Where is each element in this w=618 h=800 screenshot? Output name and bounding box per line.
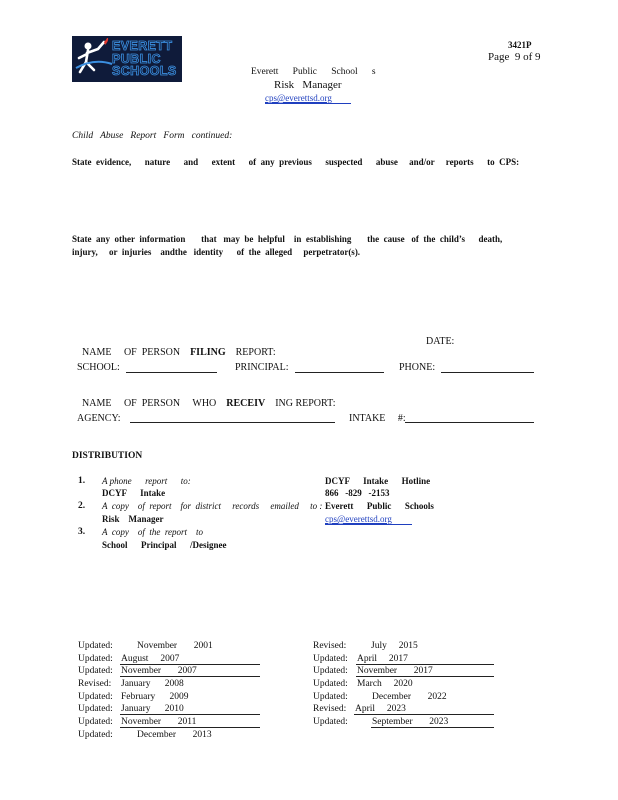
history-right-date-4: December 2022 — [372, 692, 447, 702]
header-email[interactable] — [265, 93, 332, 103]
history-left-date-3: January 2008 — [121, 679, 184, 689]
logo-line-3: SCHOOLS — [112, 64, 177, 78]
dist-item-2-line-2: Risk Manager — [102, 514, 164, 524]
dist-item-3-line-2: School Principal /Designee — [102, 540, 227, 550]
history-left-label-2: Updated: — [78, 666, 113, 676]
form-continued-heading: Child Abuse Report Form continued: — [72, 131, 233, 141]
history-left-label-5: Updated: — [78, 704, 113, 714]
history-right-label-0: Revised: — [313, 641, 347, 651]
report-word: REPORT: — [235, 347, 276, 358]
history-right-label-1: Updated: — [313, 654, 348, 664]
history-right-label-6: Updated: — [313, 717, 348, 727]
name-filing-text: NAME OF PERSON — [82, 347, 181, 358]
school-label: SCHOOL: — [77, 362, 120, 373]
dist-email-underline — [325, 524, 412, 525]
torch-runner-icon — [74, 38, 114, 80]
history-left-date-0: November 2001 — [137, 641, 213, 651]
history-right-date-2: November 2017 — [357, 666, 433, 676]
other-info-question-line-1: State any other information that may be helpful in establishing the cause of the child’s death, — [72, 234, 503, 244]
history-left-date-5: January 2010 — [121, 704, 184, 714]
header-email-underline — [265, 103, 351, 104]
department: Risk Manager — [274, 79, 342, 91]
history-right-date-0: July 2015 — [371, 641, 418, 651]
history-left-date-1: August 2007 — [121, 654, 180, 664]
dist-item-2-number: 2. — [78, 501, 86, 511]
history-right-rule-1 — [356, 664, 494, 665]
phone-label: PHONE: — [399, 362, 436, 373]
other-info-question-line-2: injury, or injuries andthe identity of the alleged perpetrator(s). — [72, 247, 361, 257]
history-right-label-3: Updated: — [313, 679, 348, 689]
history-left-label-7: Updated: — [78, 730, 113, 740]
history-right-label-5: Revised: — [313, 704, 347, 714]
history-left-label-3: Revised: — [78, 679, 112, 689]
dist-item-3-number: 3. — [78, 527, 86, 537]
intake-label: INTAKE #: — [349, 413, 406, 424]
history-right-date-6: September 2023 — [372, 717, 449, 727]
principal-field[interactable] — [295, 372, 384, 373]
logo-line-1: EVERETT — [112, 39, 173, 53]
history-left-date-2: November 2007 — [121, 666, 197, 676]
history-right-label-4: Updated: — [313, 692, 348, 702]
history-left-date-7: December 2013 — [137, 730, 212, 740]
date-label: DATE: — [426, 336, 455, 347]
dist-item-2-right-1: Everett Public Schools — [325, 501, 434, 511]
filing-word: FILING — [190, 347, 226, 358]
history-right-label-2: Updated: — [313, 666, 348, 676]
dist-item-1-line-1: A phone report to: — [102, 476, 191, 486]
org-name: Everett Public School s — [251, 67, 376, 77]
history-left-label-4: Updated: — [78, 692, 113, 702]
dist-item-2-email[interactable] — [325, 514, 392, 524]
dist-item-1-right-2: 866 -829 -2153 — [325, 488, 390, 498]
policy-number: 3421P — [508, 40, 532, 50]
agency-field[interactable] — [130, 422, 335, 423]
history-left-label-0: Updated: — [78, 641, 113, 651]
history-right-date-1: April 2017 — [357, 654, 408, 664]
dist-item-3-line-1: A copy of the report to — [102, 527, 203, 537]
dist-item-1-right-1: DCYF Intake Hotline — [325, 476, 431, 486]
intake-field[interactable] — [405, 422, 534, 423]
dist-item-2-line-1: A copy of report for district records emailed to : — [102, 501, 323, 511]
evidence-question: State evidence, nature and extent of any previous suspected abuse and/or reports to CPS: — [72, 157, 520, 167]
history-right-date-3: March 2020 — [357, 679, 413, 689]
history-left-label-1: Updated: — [78, 654, 113, 664]
name-filing-label — [77, 336, 276, 358]
history-left-date-6: November 2011 — [121, 717, 197, 727]
history-right-rule-6 — [371, 727, 494, 728]
dist-email-link[interactable]: cps@everettsd.org — [325, 514, 392, 524]
district-logo — [72, 36, 182, 82]
logo-wordmark — [112, 40, 177, 78]
logo-line-2: PUBLIC — [112, 51, 161, 66]
name-receiving-text: NAME OF PERSON WHO — [82, 398, 217, 409]
phone-field[interactable] — [441, 372, 534, 373]
history-right-rule-5 — [354, 714, 494, 715]
receiv-word: RECEIV — [226, 398, 266, 409]
name-receiving-label — [77, 387, 335, 409]
history-left-rule-5 — [120, 714, 260, 715]
agency-label: AGENCY: — [77, 413, 121, 424]
history-left-rule-2 — [120, 676, 260, 677]
dist-item-1-number: 1. — [78, 476, 86, 486]
principal-label: PRINCIPAL: — [235, 362, 289, 373]
dist-item-1-line-2: DCYF Intake — [102, 488, 166, 498]
history-left-rule-6 — [120, 727, 260, 728]
history-left-date-4: February 2009 — [121, 692, 189, 702]
history-left-label-6: Updated: — [78, 717, 113, 727]
page-indicator: Page 9 of 9 — [488, 51, 541, 63]
history-right-rule-2 — [356, 676, 494, 677]
header-email-link[interactable]: cps@everettsd.org — [265, 93, 332, 103]
history-left-rule-1 — [120, 664, 260, 665]
school-field[interactable] — [126, 372, 217, 373]
distribution-title: DISTRIBUTION — [72, 451, 143, 461]
ing-report-word: ING REPORT: — [275, 398, 336, 409]
history-right-date-5: April 2023 — [355, 704, 406, 714]
